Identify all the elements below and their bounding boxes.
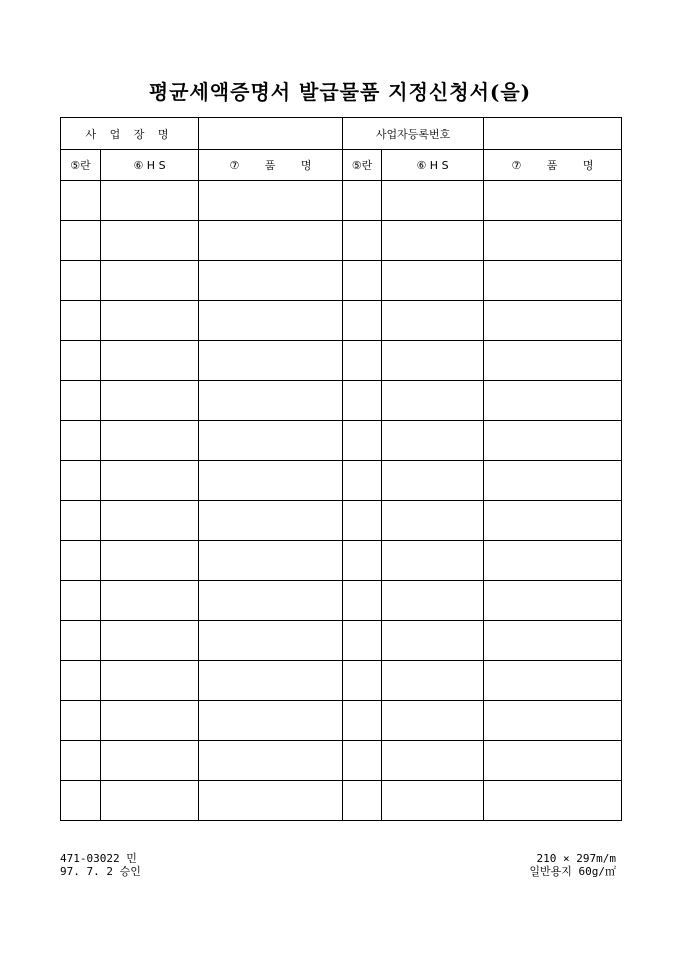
hs-left-cell[interactable] [101, 221, 199, 261]
item-no-left-cell[interactable] [61, 221, 101, 261]
item-no-right-cell[interactable] [343, 421, 382, 461]
entry-row [61, 701, 622, 741]
item-no-left-cell[interactable] [61, 461, 101, 501]
item-no-left-cell[interactable] [61, 301, 101, 341]
hs-right-cell[interactable] [382, 661, 484, 701]
item-no-right-cell[interactable] [343, 501, 382, 541]
col-header-item-no-left: ⑤란 [61, 150, 101, 181]
form-number: 471-03022 민 [60, 852, 137, 865]
item-no-left-cell[interactable] [61, 261, 101, 301]
product-name-left-cell[interactable] [199, 341, 343, 381]
paper-type: 일반용지 60g/㎡ [529, 865, 616, 878]
product-name-right-cell[interactable] [484, 381, 622, 421]
product-name-left-cell[interactable] [199, 461, 343, 501]
item-no-right-cell[interactable] [343, 461, 382, 501]
hs-left-cell[interactable] [101, 461, 199, 501]
item-no-left-cell[interactable] [61, 781, 101, 821]
hs-right-cell[interactable] [382, 221, 484, 261]
item-no-left-cell[interactable] [61, 341, 101, 381]
product-name-right-cell[interactable] [484, 781, 622, 821]
col-header-hs-left: ⑥ H S [101, 150, 199, 181]
item-no-right-cell[interactable] [343, 381, 382, 421]
registration-number-field[interactable] [484, 118, 622, 150]
entry-row [61, 501, 622, 541]
product-name-right-cell[interactable] [484, 301, 622, 341]
product-name-right-cell[interactable] [484, 701, 622, 741]
business-info-row [61, 118, 622, 150]
hs-left-cell[interactable] [101, 301, 199, 341]
application-table [60, 117, 622, 821]
item-no-right-cell[interactable] [343, 301, 382, 341]
item-no-left-cell[interactable] [61, 421, 101, 461]
item-no-left-cell[interactable] [61, 581, 101, 621]
hs-right-cell[interactable] [382, 301, 484, 341]
entry-row [61, 261, 622, 301]
hs-right-cell[interactable] [382, 701, 484, 741]
hs-right-cell[interactable] [382, 541, 484, 581]
item-no-right-cell[interactable] [343, 181, 382, 221]
entry-row [61, 621, 622, 661]
entry-row [61, 541, 622, 581]
product-name-right-cell[interactable] [484, 621, 622, 661]
hs-left-cell[interactable] [101, 341, 199, 381]
col-header-hs-right: ⑥ H S [382, 150, 484, 181]
approval-date: 97. 7. 2 승인 [60, 865, 141, 878]
product-name-left-cell[interactable] [199, 501, 343, 541]
product-name-right-cell[interactable] [484, 661, 622, 701]
hs-right-cell[interactable] [382, 421, 484, 461]
entry-row [61, 381, 622, 421]
hs-left-cell[interactable] [101, 581, 199, 621]
col-header-item-no-right: ⑤란 [343, 150, 382, 181]
entry-row [61, 461, 622, 501]
hs-left-cell[interactable] [101, 381, 199, 421]
product-name-left-cell[interactable] [199, 421, 343, 461]
item-no-right-cell[interactable] [343, 541, 382, 581]
product-name-left-cell[interactable] [199, 301, 343, 341]
item-no-left-cell[interactable] [61, 381, 101, 421]
item-no-right-cell[interactable] [343, 621, 382, 661]
item-no-left-cell[interactable] [61, 741, 101, 781]
product-name-right-cell[interactable] [484, 341, 622, 381]
product-name-right-cell[interactable] [484, 181, 622, 221]
hs-right-cell[interactable] [382, 381, 484, 421]
hs-right-cell[interactable] [382, 501, 484, 541]
hs-left-cell[interactable] [101, 421, 199, 461]
item-no-right-cell[interactable] [343, 741, 382, 781]
entry-row [61, 421, 622, 461]
item-no-left-cell[interactable] [61, 541, 101, 581]
hs-left-cell[interactable] [101, 781, 199, 821]
entry-row [61, 741, 622, 781]
footer-right [529, 852, 616, 878]
footer-left [60, 852, 141, 878]
entry-row [61, 181, 622, 221]
hs-right-cell[interactable] [382, 181, 484, 221]
item-no-left-cell[interactable] [61, 661, 101, 701]
column-header-row [61, 150, 622, 181]
hs-left-cell[interactable] [101, 501, 199, 541]
product-name-right-cell[interactable] [484, 261, 622, 301]
business-name-field[interactable] [199, 118, 343, 150]
hs-left-cell[interactable] [101, 741, 199, 781]
entry-row [61, 781, 622, 821]
entry-row [61, 661, 622, 701]
paper-size: 210 × 297m/m [536, 852, 616, 865]
hs-left-cell[interactable] [101, 621, 199, 661]
item-no-right-cell[interactable] [343, 341, 382, 381]
item-no-right-cell[interactable] [343, 661, 382, 701]
col-header-product-name-left: ⑦ 품 명 [199, 150, 343, 181]
product-name-left-cell[interactable] [199, 661, 343, 701]
product-name-right-cell[interactable] [484, 741, 622, 781]
item-no-right-cell[interactable] [343, 781, 382, 821]
hs-right-cell[interactable] [382, 621, 484, 661]
product-name-right-cell[interactable] [484, 501, 622, 541]
hs-left-cell[interactable] [101, 541, 199, 581]
product-name-left-cell[interactable] [199, 621, 343, 661]
business-name-label: 사 업 장 명 [61, 118, 199, 150]
hs-right-cell[interactable] [382, 741, 484, 781]
hs-right-cell[interactable] [382, 341, 484, 381]
item-no-left-cell[interactable] [61, 701, 101, 741]
item-no-right-cell[interactable] [343, 701, 382, 741]
hs-left-cell[interactable] [101, 181, 199, 221]
product-name-left-cell[interactable] [199, 221, 343, 261]
registration-number-label: 사업자등록번호 [343, 118, 484, 150]
product-name-left-cell[interactable] [199, 701, 343, 741]
product-name-left-cell[interactable] [199, 261, 343, 301]
product-name-left-cell[interactable] [199, 181, 343, 221]
hs-left-cell[interactable] [101, 261, 199, 301]
product-name-left-cell[interactable] [199, 741, 343, 781]
product-name-left-cell[interactable] [199, 381, 343, 421]
item-no-right-cell[interactable] [343, 261, 382, 301]
entry-row [61, 341, 622, 381]
hs-right-cell[interactable] [382, 581, 484, 621]
product-name-right-cell[interactable] [484, 581, 622, 621]
product-name-left-cell[interactable] [199, 781, 343, 821]
product-name-right-cell[interactable] [484, 461, 622, 501]
entry-row [61, 301, 622, 341]
hs-right-cell[interactable] [382, 261, 484, 301]
col-header-product-name-right: ⑦ 품 명 [484, 150, 622, 181]
item-no-right-cell[interactable] [343, 221, 382, 261]
product-name-right-cell[interactable] [484, 541, 622, 581]
hs-right-cell[interactable] [382, 461, 484, 501]
product-name-left-cell[interactable] [199, 581, 343, 621]
form-title: 평균세액증명서 발급물품 지정신청서(을) [148, 80, 532, 104]
product-name-right-cell[interactable] [484, 221, 622, 261]
entry-row [61, 221, 622, 261]
entry-row [61, 581, 622, 621]
item-no-left-cell[interactable] [61, 621, 101, 661]
hs-right-cell[interactable] [382, 781, 484, 821]
product-name-left-cell[interactable] [199, 541, 343, 581]
product-name-right-cell[interactable] [484, 421, 622, 461]
item-no-right-cell[interactable] [343, 581, 382, 621]
item-no-left-cell[interactable] [61, 501, 101, 541]
hs-left-cell[interactable] [101, 661, 199, 701]
item-no-left-cell[interactable] [61, 181, 101, 221]
hs-left-cell[interactable] [101, 701, 199, 741]
